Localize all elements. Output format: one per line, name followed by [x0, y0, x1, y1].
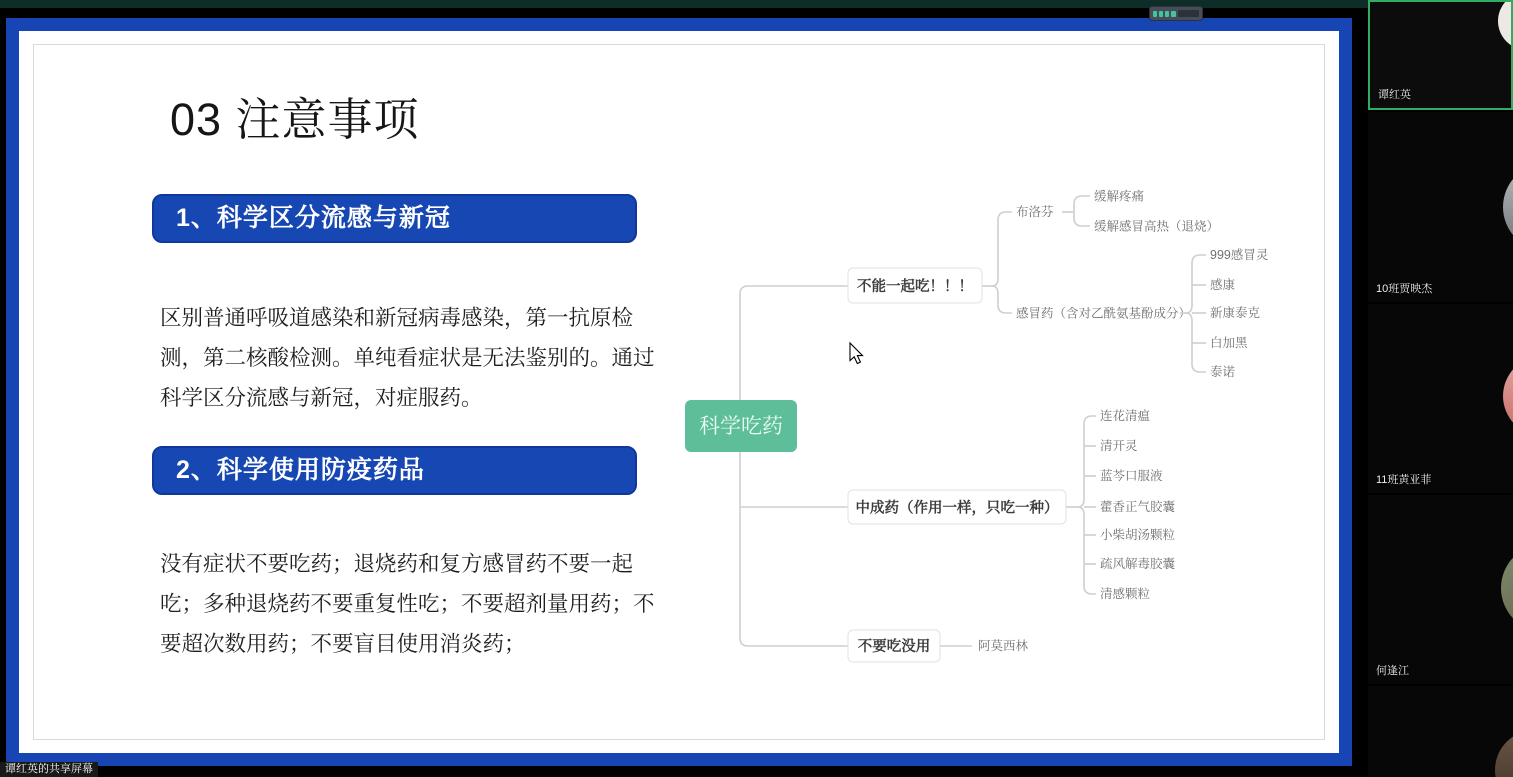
shared-slide	[6, 18, 1352, 766]
mindmap-leaf-label: 藿香正气胶囊	[1100, 500, 1176, 514]
medication-mindmap	[680, 180, 1310, 690]
meeting-controls-icon	[1171, 11, 1175, 17]
mindmap-branch-label: 中成药（作用一样，只吃一种）	[855, 500, 1059, 517]
mindmap-leaf-label: 缓解疼痛	[1094, 189, 1145, 204]
avatar	[1503, 356, 1513, 436]
section-body-1: 区别普通呼吸道感染和新冠病毒感染，第一抗原检测，第二核酸检测。单纯看症状是无法鉴别的。通过科学区分流感与新冠，对症服药。	[160, 306, 655, 410]
meeting-controls-icon	[1159, 11, 1163, 17]
participant-name: 11班黄亚菲	[1376, 474, 1432, 486]
mindmap-leaf-label: 999感冒灵	[1210, 248, 1269, 262]
participant-name: 10班贾映杰	[1376, 283, 1433, 295]
participant-sidebar	[1368, 0, 1513, 777]
avatar	[1503, 163, 1513, 251]
participant-name: 谭红英	[1378, 89, 1411, 101]
section-heading-2: 2、科学使用防疫药品	[152, 446, 637, 495]
mindmap-leaf-label: 阿莫西林	[978, 639, 1029, 653]
meeting-controls-icon	[1153, 11, 1157, 17]
participant-name: 何逢江	[1376, 665, 1409, 677]
mindmap-leaf-label: 疏风解毒胶囊	[1100, 557, 1176, 571]
participant-tile[interactable]	[1368, 686, 1513, 777]
participant-tile[interactable]	[1368, 495, 1513, 684]
mindmap-leaf-label: 小柴胡汤颗粒	[1100, 528, 1176, 542]
screen-share-toolbar[interactable]	[1149, 6, 1203, 21]
section-body-2: 没有症状不要吃药；退烧药和复方感冒药不要一起吃；多种退烧药不要重复性吃；不要超剂量用药；不要超次数用药；不要盲目使用消炎药；	[160, 552, 655, 656]
mindmap-leaf-label: 泰诺	[1210, 365, 1236, 379]
avatar	[1498, 0, 1513, 50]
mindmap-leaf-label: 白加黑	[1210, 336, 1248, 350]
toolbar-text-blur	[1178, 10, 1199, 17]
avatar	[1495, 730, 1513, 777]
mindmap-leaf-label: 连花清瘟	[1100, 409, 1151, 423]
mindmap-leaf-label: 清感颗粒	[1100, 587, 1151, 601]
meeting-controls-icon	[1165, 11, 1169, 17]
mindmap-leaf-label: 蓝芩口服液	[1100, 469, 1163, 483]
section-heading-1: 1、科学区分流感与新冠	[152, 194, 637, 243]
mindmap-branch-label: 不要吃没用	[857, 639, 931, 655]
mindmap-leaf-label: 感康	[1210, 278, 1236, 292]
participant-tile[interactable]	[1368, 304, 1513, 493]
mindmap-root-label: 科学吃药	[699, 415, 783, 438]
mouse-cursor-icon	[850, 343, 863, 364]
share-screen-banner: 谭红英的共享屏幕	[0, 762, 98, 777]
participant-tile[interactable]	[1368, 0, 1513, 110]
mindmap-leaf-label: 布洛芬	[1016, 205, 1054, 219]
participant-tile[interactable]	[1368, 112, 1513, 302]
mindmap-branch-label: 不能一起吃！！！	[857, 279, 973, 295]
mindmap-leaf-label: 清开灵	[1100, 439, 1138, 453]
slide-title: 03 注意事项	[170, 94, 420, 145]
mindmap-leaf-label: 感冒药（含对乙酰氨基酚成分）	[1016, 306, 1192, 321]
mindmap-leaf-label: 缓解感冒高热（退烧）	[1094, 219, 1220, 234]
mindmap-leaf-label: 新康泰克	[1210, 306, 1261, 320]
avatar	[1501, 544, 1513, 632]
